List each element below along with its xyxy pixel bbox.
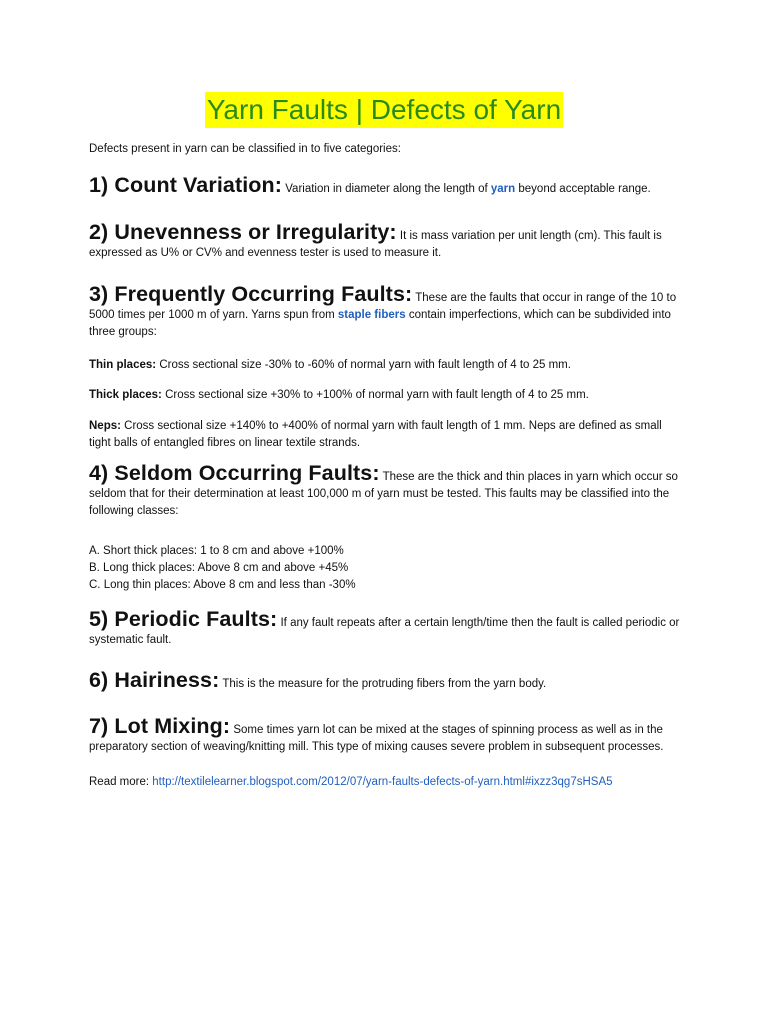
- section-unevenness: [89, 220, 681, 262]
- section-heading: 2) Unevenness or Irregularity:: [89, 220, 397, 244]
- section-hairiness: [89, 668, 681, 693]
- group-text: Cross sectional size +30% to +100% of normal yarn with fault length of 4 to 25 mm.: [165, 389, 589, 401]
- list-item: A. Short thick places: 1 to 8 cm and above +100%: [89, 545, 344, 557]
- section-seldom-faults: [89, 461, 681, 520]
- section-heading: 3) Frequently Occurring Faults:: [89, 282, 413, 306]
- yarn-link[interactable]: yarn: [490, 183, 516, 195]
- section-text-part: beyond acceptable range.: [515, 183, 651, 195]
- group-neps: [89, 418, 681, 452]
- section-heading: 1) Count Variation:: [89, 173, 283, 197]
- page-title: Yarn Faults | Defects of Yarn: [205, 92, 563, 128]
- section-heading: 6) Hairiness:: [89, 668, 220, 692]
- group-text: Cross sectional size -30% to -60% of normal yarn with fault length of 4 to 25 mm.: [159, 359, 571, 371]
- section-text: If any fault repeats after a certain length/time then the fault is called periodic or systematic fault.: [89, 617, 680, 646]
- section-count-variation: [89, 173, 681, 198]
- section-text-part: These are the faults that occur in range of the 10 to 5000 times per 1000 m of yarn. Yarns spun from: [89, 292, 677, 321]
- list-item: C. Long thin places: Above 8 cm and less than -30%: [89, 579, 356, 591]
- section-heading: 7) Lot Mixing:: [89, 714, 231, 738]
- section-periodic-faults: [89, 607, 681, 649]
- classes-list: [89, 543, 681, 594]
- title-wrapper: [0, 92, 768, 128]
- section-heading: 5) Periodic Faults:: [89, 607, 278, 631]
- read-more: [89, 774, 681, 791]
- section-lot-mixing: [89, 714, 681, 756]
- group-thin-places: [89, 357, 681, 374]
- group-text: Cross sectional size +140% to +400% of normal yarn with fault length of 1 mm. Neps are defined as small tight balls of entangled fibres on linear textile strands.: [89, 420, 662, 449]
- section-text: Some times yarn lot can be mixed at the stages of spinning process as well as in the preparatory section of weaving/knitting mill. This type of mixing causes severe problem in subsequent processes.: [89, 724, 664, 753]
- group-thick-places: [89, 387, 681, 404]
- section-text: It is mass variation per unit length (cm). This fault is expressed as U% or CV% and evenness tester is used to measure it.: [89, 230, 662, 259]
- read-more-link[interactable]: http://textilelearner.blogspot.com/2012/07/yarn-faults-defects-of-yarn.html#ixzz3qg7sHSA5: [152, 776, 613, 788]
- section-text: [285, 183, 651, 195]
- group-label: Thin places:: [89, 359, 157, 371]
- section-text: These are the thick and thin places in yarn which occur so seldom that for their determination at least 100,000 m of yarn must be tested. This faults may be classified into the following classes:: [89, 471, 678, 517]
- read-more-label: Read more:: [89, 776, 153, 788]
- group-label: Neps:: [89, 420, 121, 432]
- section-text-part: contain imperfections, which can be subdivided into three groups:: [89, 309, 671, 338]
- staple-fibers-link[interactable]: staple fibers: [337, 309, 406, 321]
- section-text-part: Variation in diameter along the length of: [285, 183, 491, 195]
- section-text: This is the measure for the protruding fibers from the yarn body.: [222, 678, 547, 690]
- intro-text: Defects present in yarn can be classified in to five categories:: [89, 143, 401, 155]
- section-heading: 4) Seldom Occurring Faults:: [89, 461, 380, 485]
- list-item: B. Long thick places: Above 8 cm and above +45%: [89, 562, 349, 574]
- section-frequent-faults: [89, 282, 681, 341]
- group-label: Thick places:: [89, 389, 162, 401]
